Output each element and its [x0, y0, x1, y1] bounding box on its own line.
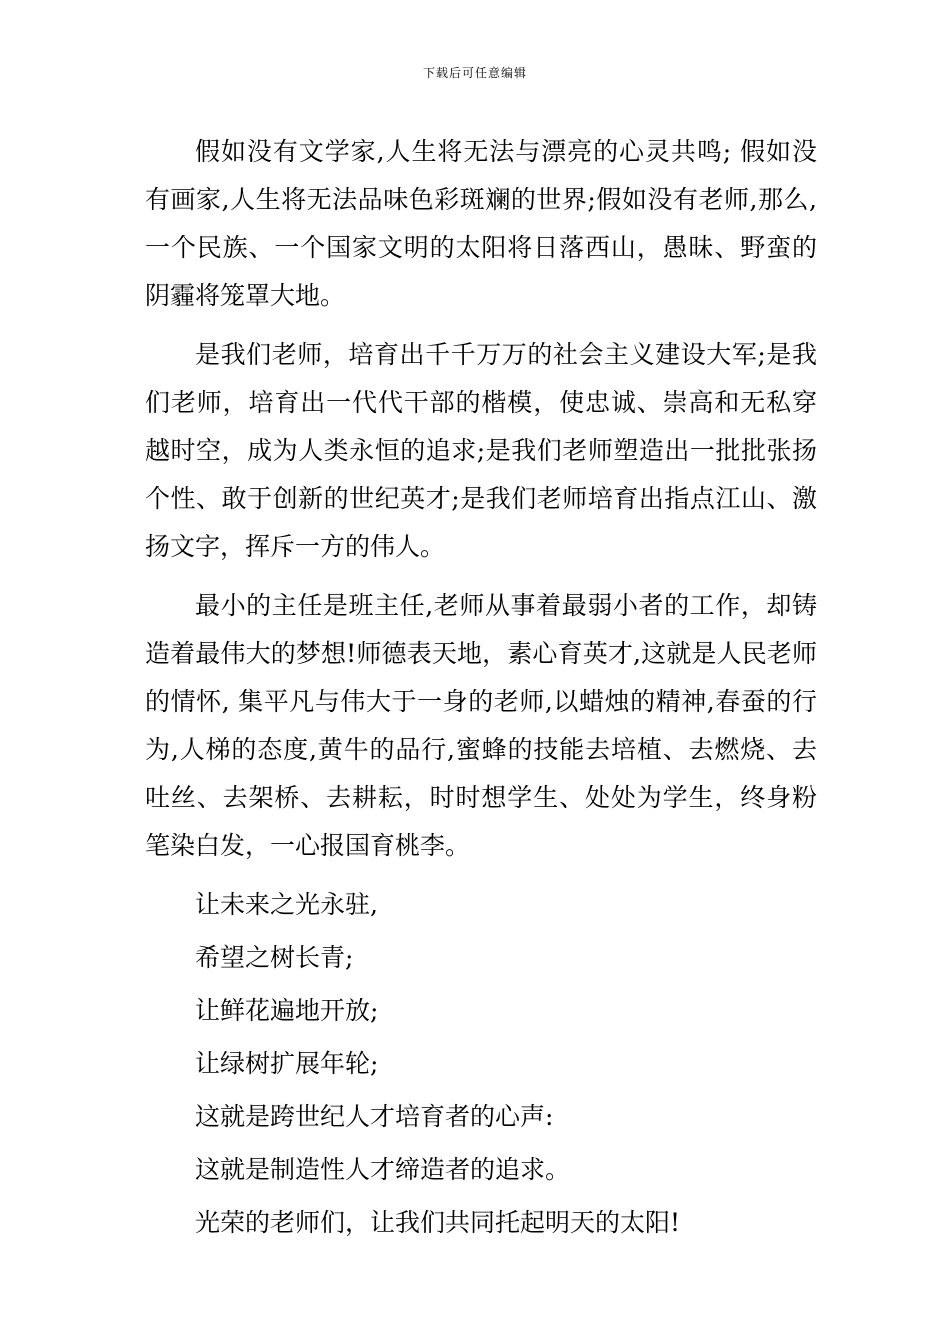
- poem-line: 希望之树长青;: [195, 943, 354, 972]
- poem-line: 让绿树扩展年轮;: [195, 1049, 379, 1078]
- document-body: [145, 128, 817, 1252]
- paragraph: 最小的主任是班主任,老师从事着最弱小者的工作，却铸造着最伟大的梦想!师德表天地，素心育英才,这就是人民老师的情怀, 集平凡与伟大于一身的老师,以蜡烛的精神,春蚕的行为,人梯的态度,黄牛的品行,蜜蜂的技能去培植、去燃烧、去吐丝、去架桥、去耕耘，时时想学生、处处为学生，终身粉笔染白发，一心报国育桃李。: [145, 591, 817, 860]
- poem-line: 光荣的老师们，让我们共同托起明天的太阳!: [195, 1208, 681, 1237]
- poem-line: 这就是制造性人才缔造者的追求。: [195, 1155, 571, 1184]
- poem-line: 这就是跨世纪人才培育者的心声:: [195, 1102, 554, 1131]
- poem-line: 让鲜花遍地开放;: [195, 996, 379, 1025]
- paragraph: 假如没有文学家,人生将无法与漂亮的心灵共鸣; 假如没有画家,人生将无法品味色彩斑斓的世界;假如没有老师,那么,一个民族、一个国家文明的太阳将日落西山，愚昧、野蛮的阴霾将笼罩大地。: [145, 137, 817, 310]
- paragraph: 是我们老师，培育出千千万万的社会主义建设大军;是我们老师，培育出一代代干部的楷模，使忠诚、崇高和无私穿越时空，成为人类永恒的追求;是我们老师塑造出一批批张扬个性、敢于创新的世纪英才;是我们老师培育出指点江山、激扬文字，挥斥一方的伟人。: [145, 340, 817, 561]
- page-header: 下载后可任意编辑: [422, 66, 527, 80]
- poem-line: 让未来之光永驻,: [195, 890, 378, 919]
